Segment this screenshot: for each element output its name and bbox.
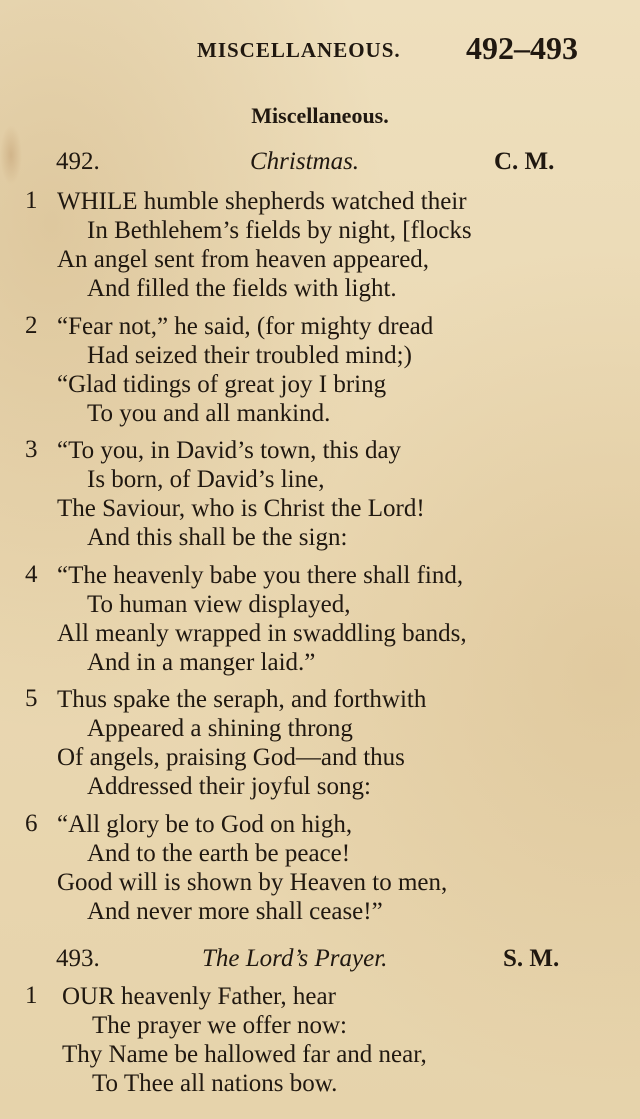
stanza-number: 1: [25, 982, 38, 1009]
verse-line: And this shall be the sign:: [87, 524, 348, 551]
verse-line: And never more shall cease!”: [87, 898, 383, 925]
running-head: MISCELLANEOUS.: [197, 38, 401, 62]
verse-line: “Glad tidings of great joy I bring: [57, 371, 387, 398]
verse-line: Good will is shown by Heaven to men,: [57, 869, 448, 896]
verse-line: In Bethlehem’s fields by night, [flocks: [87, 217, 472, 244]
verse-line: OUR heavenly Father, hear: [62, 983, 336, 1010]
verse-line: And to the earth be peace!: [87, 840, 351, 867]
verse-line: “All glory be to God on high,: [57, 811, 353, 838]
verse-line: An angel sent from heaven appeared,: [57, 246, 430, 273]
verse-line: The Saviour, who is Christ the Lord!: [57, 495, 425, 522]
verse-line: “Fear not,” he said, (for mighty dread: [57, 313, 434, 340]
page-numbers: 492–493: [466, 30, 578, 66]
verse-line: Thy Name be hallowed far and near,: [62, 1041, 427, 1068]
verse-line: All meanly wrapped in swaddling bands,: [57, 620, 467, 647]
stanza-number: 5: [25, 685, 38, 712]
stanza-number: 1: [25, 187, 38, 214]
hymn-number: 493.: [56, 945, 100, 972]
verse-line: And in a manger laid.”: [87, 649, 316, 676]
verse-line: Thus spake the seraph, and forthwith: [57, 686, 427, 713]
stanza-number: 2: [25, 312, 38, 339]
verse-line: WHILE humble shepherds watched their: [57, 188, 467, 215]
hymn-number: 492.: [56, 148, 100, 175]
stanza-number: 3: [25, 436, 38, 463]
verse-line: To Thee all nations bow.: [92, 1070, 338, 1097]
verse-line: “To you, in David’s town, this day: [57, 437, 402, 464]
verse-line: Is born, of David’s line,: [87, 466, 325, 493]
stanza-number: 4: [25, 561, 38, 588]
hymn-title: Christmas.: [250, 148, 360, 175]
page-header: [0, 30, 640, 70]
verse-line: Addressed their joyful song:: [87, 773, 371, 800]
verse-line: Of angels, praising God—and thus: [57, 744, 405, 771]
verse-line: “The heavenly babe you there shall find,: [57, 562, 464, 589]
verse-line: To human view displayed,: [87, 591, 351, 618]
hymn-heading-493: [0, 945, 640, 975]
hymn-title: The Lord’s Prayer.: [202, 945, 388, 972]
verse-line: To you and all mankind.: [87, 400, 331, 427]
verse-line: Had seized their troubled mind;): [87, 342, 412, 369]
hymn-meter: C. M.: [494, 148, 555, 175]
verse-line: Appeared a shining throng: [87, 715, 353, 742]
hymn-heading-492: [0, 148, 640, 178]
hymn-meter: S. M.: [503, 945, 560, 972]
verse-line: The prayer we offer now:: [92, 1012, 347, 1039]
section-title: Miscellaneous.: [251, 103, 389, 128]
verse-line: And filled the fields with light.: [87, 275, 397, 302]
stanza-number: 6: [25, 810, 38, 837]
